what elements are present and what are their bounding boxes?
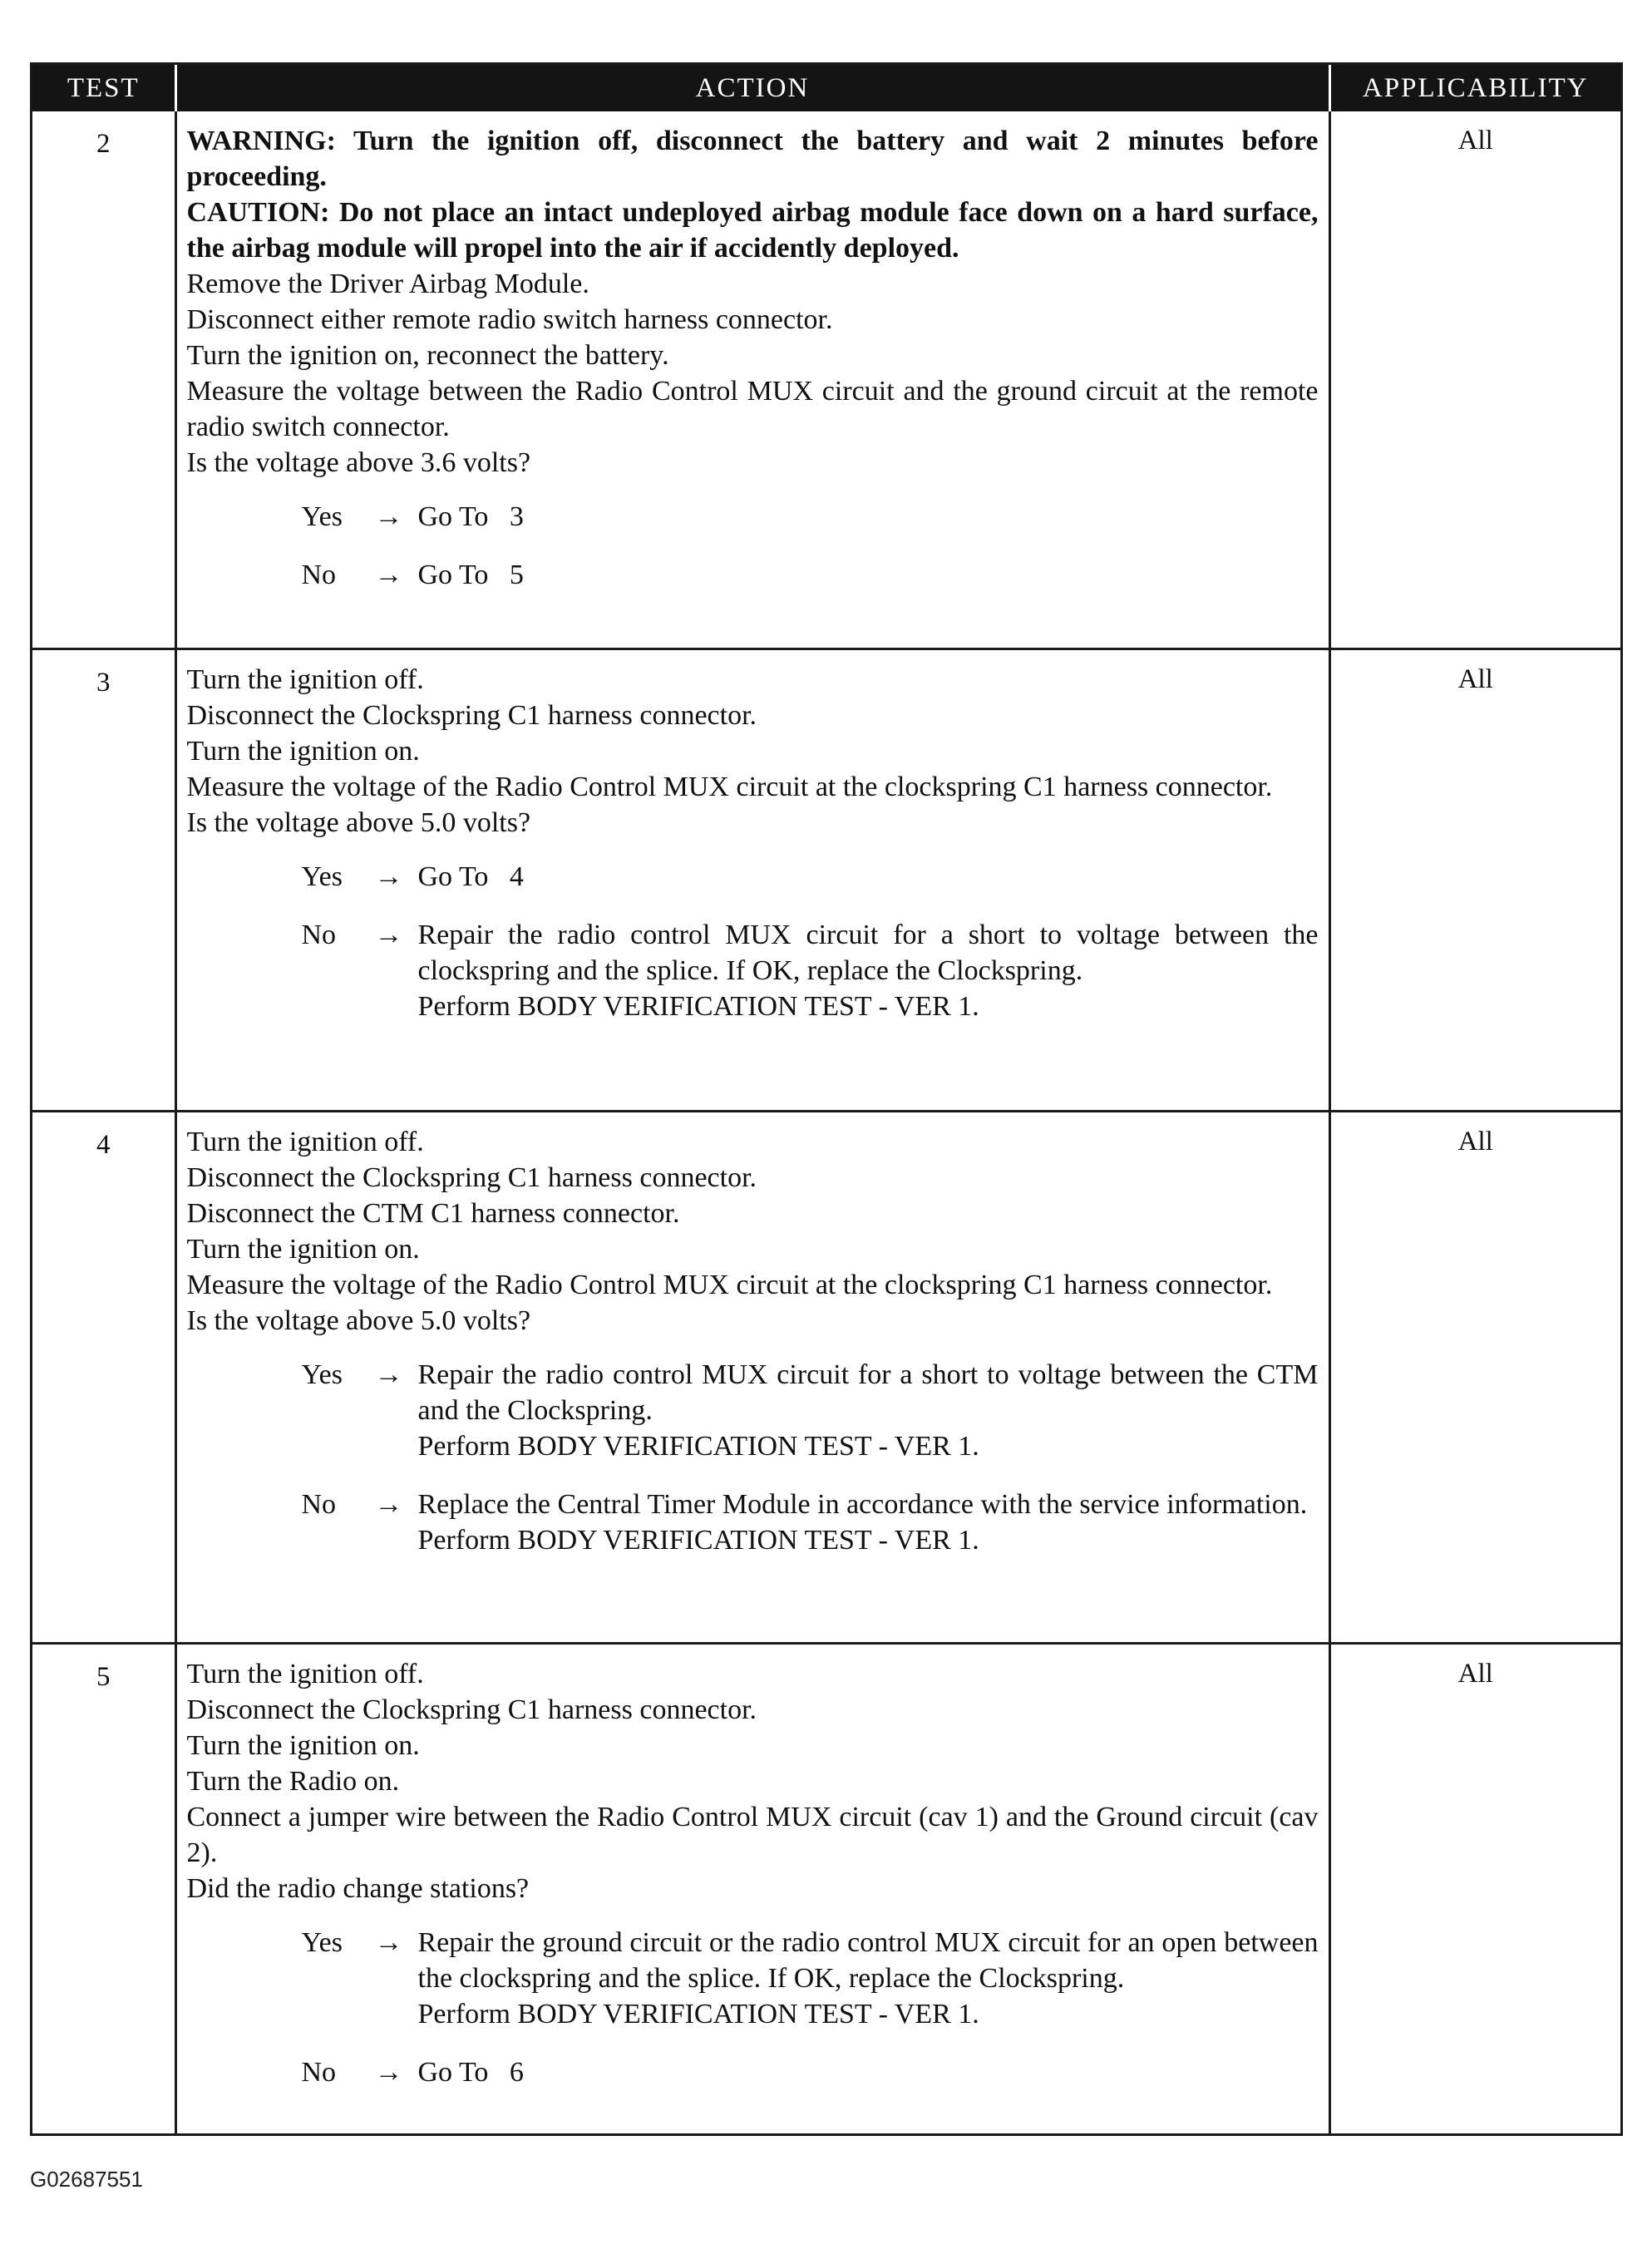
applicability-value: All: [1329, 1643, 1620, 2133]
answer-action: Repair the radio control MUX circuit for a short to voltage between the CTM and the Clockspring.: [417, 1359, 1319, 1426]
answer-action: Go To 5: [417, 560, 524, 590]
arrow-icon: →: [374, 861, 403, 892]
action-step: Remove the Driver Airbag Module.: [186, 269, 589, 299]
test-number: 2: [32, 111, 175, 649]
answer-label: No: [301, 560, 337, 590]
action-step: Disconnect the CTM C1 harness connector.: [186, 1197, 680, 1229]
answer-no: [302, 1487, 1319, 1558]
test-row: [32, 1643, 1620, 2133]
answer-action: Repair the radio control MUX circuit for a short to voltage between the clockspring and the splice. If OK, replace the Clockspring.: [417, 919, 1319, 986]
diagnostic-test-table: [32, 65, 1620, 2133]
header-action: ACTION: [175, 65, 1329, 111]
verification-step: Perform BODY VERIFICATION TEST - VER 1.: [417, 1998, 979, 2029]
warning-text: WARNING: Turn the ignition off, disconnect the battery and wait 2 minutes before proceeding.: [186, 126, 1319, 192]
arrow-icon: →: [374, 1488, 403, 1520]
action-cell: [175, 649, 1329, 1111]
test-row: [32, 649, 1620, 1111]
applicability-value: All: [1329, 649, 1620, 1111]
diagnostic-table-sheet: [30, 62, 1623, 2136]
question-text: Did the radio change stations?: [186, 1872, 530, 1904]
answer-no: [302, 557, 1319, 593]
applicability-value: All: [1457, 126, 1493, 155]
answer-action: Go To 6: [417, 2056, 524, 2088]
answer-no: [302, 2054, 1319, 2090]
action-step: Turn the Radio on.: [186, 1765, 400, 1797]
test-number: 5: [32, 1643, 175, 2133]
action-step: Turn the ignition off.: [186, 1126, 424, 1157]
action-step: Disconnect either remote radio switch harness connector.: [186, 304, 833, 335]
action-cell: [175, 1111, 1329, 1643]
action-step: Turn the ignition off.: [186, 1658, 424, 1689]
answer-label: Yes: [301, 501, 343, 532]
action-step: Turn the ignition on.: [186, 735, 420, 767]
action-step: Measure the voltage between the Radio Control MUX circuit and the ground circuit at the remote radio switch connector.: [186, 376, 1319, 442]
answer-label: Yes: [301, 1359, 343, 1390]
test-row: [32, 1111, 1620, 1643]
test-number: 3: [32, 649, 175, 1111]
answer-action: Go To 4: [417, 861, 524, 892]
answer-label: No: [301, 2056, 337, 2088]
arrow-icon: →: [374, 1926, 403, 1958]
action-step: Disconnect the Clockspring C1 harness connector.: [186, 1161, 757, 1193]
answer-yes: [302, 859, 1319, 895]
arrow-icon: →: [374, 2056, 403, 2088]
action-step: Connect a jumper wire between the Radio Control MUX circuit (cav 1) and the Ground circuit (cav 2).: [186, 1801, 1319, 1868]
action-step: Turn the ignition on, reconnect the battery.: [186, 340, 669, 371]
test-row: [32, 111, 1620, 649]
answer-text: [418, 1487, 1319, 1558]
answer-text: [418, 859, 1319, 895]
answer-action: Go To 3: [417, 501, 524, 532]
answer-yes: [302, 499, 1319, 535]
action-step: Measure the voltage of the Radio Control MUX circuit at the clockspring C1 harness connector.: [186, 1269, 1273, 1300]
answer-label: No: [301, 919, 337, 950]
question-text: Is the voltage above 5.0 volts?: [186, 806, 531, 838]
test-number: 4: [32, 1111, 175, 1643]
answer-action: Repair the ground circuit or the radio control MUX circuit for an open between the clockspring and the splice. If OK, replace the Clockspring.: [417, 1926, 1319, 1994]
figure-id: G02687551: [30, 2167, 143, 2192]
arrow-icon: →: [374, 919, 403, 950]
verification-step: Perform BODY VERIFICATION TEST - VER 1.: [417, 1430, 979, 1462]
arrow-icon: →: [374, 560, 403, 590]
answer-text: [418, 1925, 1319, 2032]
answer-text: [418, 557, 1319, 593]
answer-label: Yes: [301, 861, 343, 892]
arrow-icon: →: [374, 501, 403, 532]
action-step: Turn the ignition on.: [186, 1729, 420, 1761]
answer-no: [302, 917, 1319, 1024]
caution-text: CAUTION: Do not place an intact undeployed airbag module face down on a hard surface, the airbag module will propel into the air if accidently deployed.: [186, 197, 1319, 264]
action-step: Disconnect the Clockspring C1 harness connector.: [186, 1694, 757, 1725]
answer-label: No: [301, 1488, 337, 1520]
action-step: Disconnect the Clockspring C1 harness connector.: [186, 699, 757, 731]
header-test: TEST: [32, 65, 175, 111]
answer-text: [418, 917, 1319, 1024]
answer-yes: [302, 1925, 1319, 2032]
answer-text: [418, 499, 1319, 535]
question-text: Is the voltage above 3.6 volts?: [186, 447, 531, 478]
action-step: Turn the ignition off.: [186, 663, 424, 695]
answer-action: Replace the Central Timer Module in accordance with the service information.: [417, 1488, 1308, 1520]
applicability-value: All: [1329, 1111, 1620, 1643]
action-step: Turn the ignition on.: [186, 1233, 420, 1265]
answer-label: Yes: [301, 1926, 343, 1958]
question-text: Is the voltage above 5.0 volts?: [186, 1304, 531, 1336]
arrow-icon: →: [374, 1359, 403, 1390]
answer-text: [418, 1357, 1319, 1464]
action-step: Measure the voltage of the Radio Control MUX circuit at the clockspring C1 harness connector.: [186, 771, 1273, 802]
table-header: [32, 65, 1620, 111]
action-cell: [175, 111, 1329, 649]
answer-text: [418, 2054, 1319, 2090]
verification-step: Perform BODY VERIFICATION TEST - VER 1.: [417, 990, 979, 1022]
action-cell: [175, 1643, 1329, 2133]
header-applicability: APPLICABILITY: [1329, 65, 1620, 111]
answer-yes: [302, 1357, 1319, 1464]
verification-step: Perform BODY VERIFICATION TEST - VER 1.: [417, 1524, 979, 1556]
